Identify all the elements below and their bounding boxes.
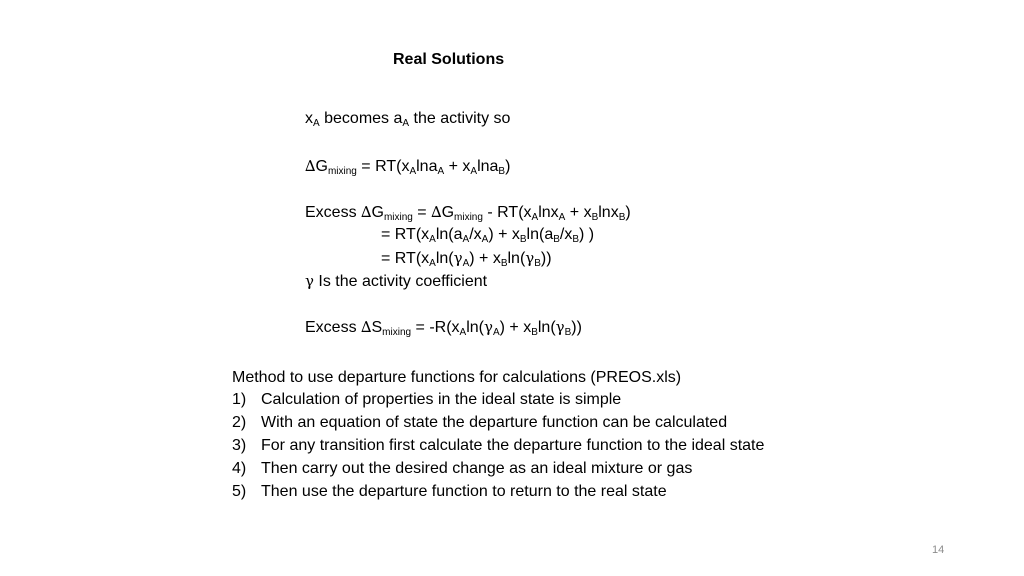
list-item: 3) For any transition first calculate the departure function to the ideal state: [232, 437, 765, 454]
gamma-definition: γ Is the activity coefficient: [305, 272, 488, 290]
slide-title: Real Solutions: [393, 51, 505, 68]
excess-gibbs-equation-line1: Excess $\Delta G_{mixing} = \Delta G_{mixing} - RT(x_A\ln x_A + x_B\ln x_B)$: [305, 203, 631, 223]
activity-intro-line: $x_A$ becomes $a_A$ the activity so: [305, 110, 511, 129]
list-item: 2) With an equation of state the departure function can be calculated: [232, 414, 728, 431]
page-number: 14: [932, 544, 945, 556]
excess-gibbs-equation-line2: = $RT(x_A\ln(a_A/x_A) + x_B\ln(a_B/x_B)$ ): [381, 226, 595, 245]
list-item: 1) Calculation of properties in the ideal state is simple: [232, 391, 622, 408]
list-item: 5) Then use the departure function to return to the real state: [232, 483, 667, 500]
method-heading: Method to use departure functions for calculations (PREOS.xls): [232, 369, 682, 386]
gibbs-mixing-equation: $\Delta G_{mixing} = RT(x_A\ln a_A + x_A\ln a_B)$: [305, 157, 511, 177]
excess-entropy-equation: Excess $\Delta S_{mixing} = -R(x_A\ln(\gamma_A) + x_B\ln(\gamma_B))$: [305, 318, 582, 338]
excess-gibbs-equation-line3: = $RT(x_A\ln(\gamma_A) + x_B\ln(\gamma_B))$: [381, 249, 552, 269]
list-item: 4) Then carry out the desired change as an ideal mixture or gas: [232, 460, 693, 477]
